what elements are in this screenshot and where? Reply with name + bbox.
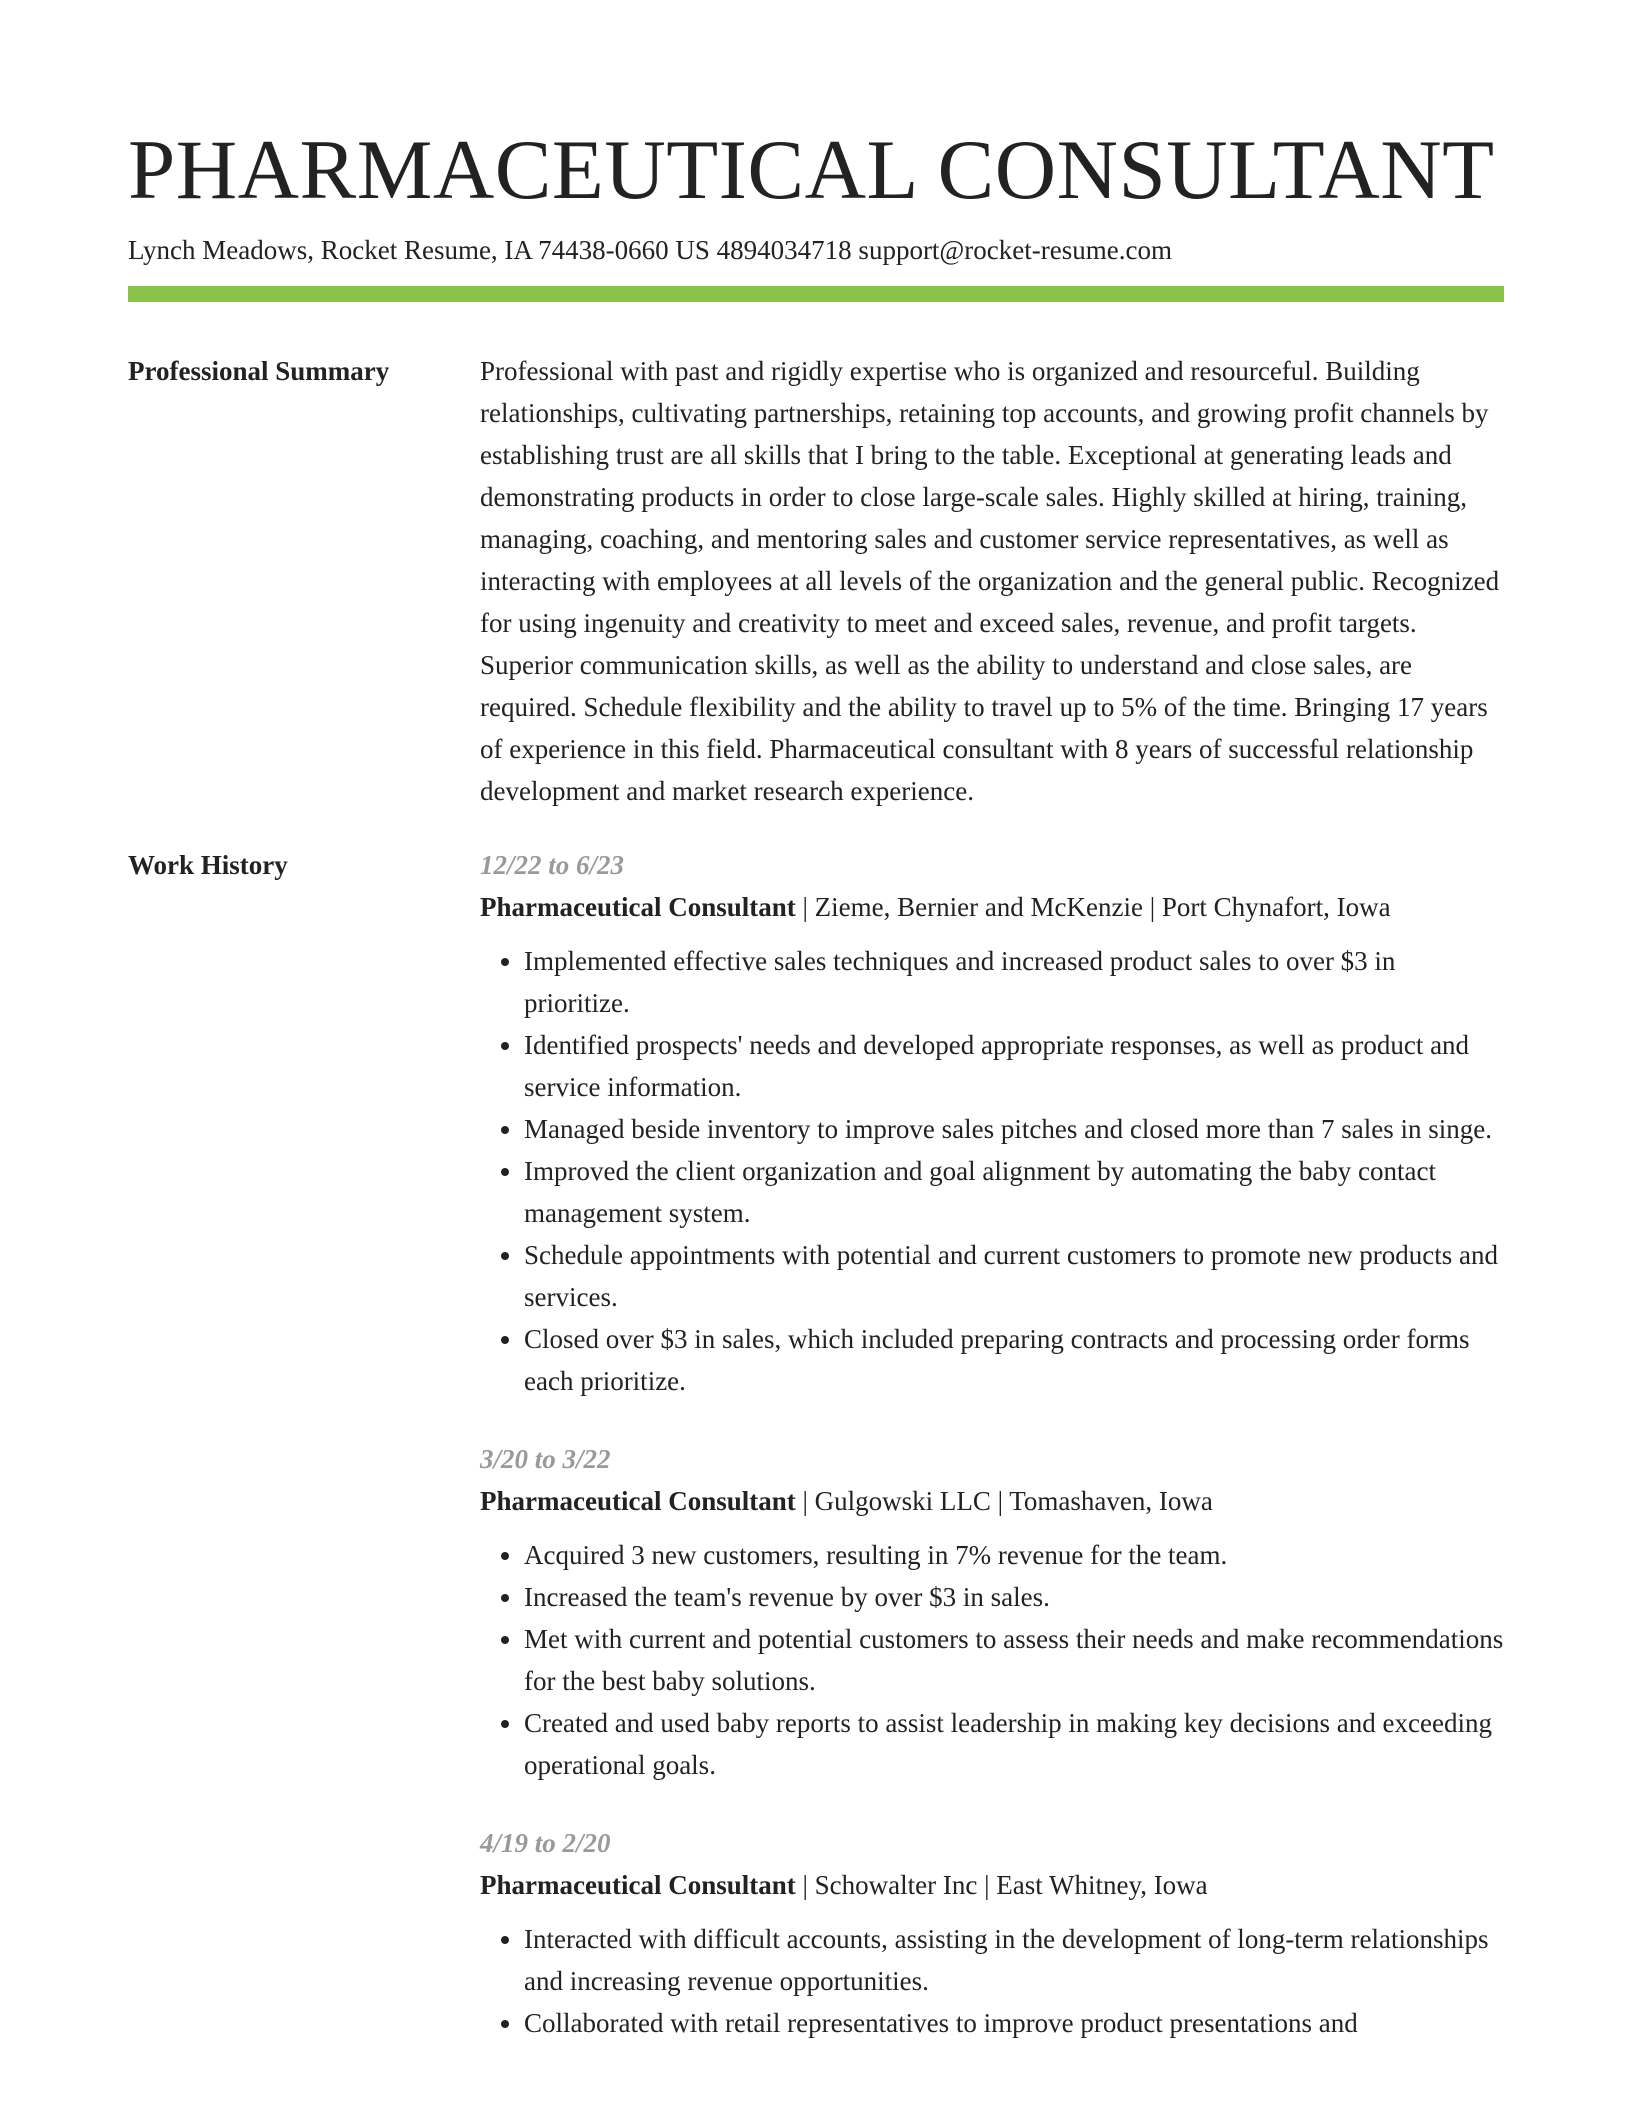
job-heading bbox=[480, 1480, 1504, 1522]
job-dates: 3/20 to 3/22 bbox=[480, 1444, 611, 1474]
job-heading bbox=[480, 886, 1504, 928]
job-bullets bbox=[480, 940, 1504, 1402]
job-bullet: • Closed over $3 in sales, which included preparing contracts and processing order forms each prioritize. bbox=[524, 1318, 1504, 1402]
job-bullets bbox=[480, 1534, 1504, 1786]
header-accent-rule bbox=[128, 286, 1504, 302]
job-bullet: • Implemented effective sales techniques and increased product sales to over $3 in prioritize. bbox=[524, 940, 1504, 1024]
job-bullet: • Met with current and potential customers to assess their needs and make recommendations for the best baby solutions. bbox=[524, 1618, 1504, 1702]
section-label-summary: Professional Summary bbox=[128, 356, 390, 386]
job-bullet: • Created and used baby reports to assist leadership in making key decisions and exceeding operational goals. bbox=[524, 1702, 1504, 1786]
job-dates: 4/19 to 2/20 bbox=[480, 1828, 611, 1858]
job-details: | Gulgowski LLC | Tomashaven, Iowa bbox=[795, 1486, 1213, 1516]
summary-body bbox=[480, 350, 1504, 812]
job-title: Pharmaceutical Consultant bbox=[480, 892, 796, 922]
resume-page bbox=[128, 120, 1504, 2080]
job-bullet: • Interacted with difficult accounts, assisting in the development of long-term relationships and increasing revenue opportunities. bbox=[524, 1918, 1504, 2002]
section-label-work-history: Work History bbox=[128, 850, 288, 880]
job-bullet: • Identified prospects' needs and developed appropriate responses, as well as product and service information. bbox=[524, 1024, 1504, 1108]
work-history-body bbox=[480, 844, 1504, 2080]
summary-text: Professional with past and rigidly expertise who is organized and resourceful. Building relationships, cultivating partnerships, retaining top accounts, and growing profit channels by establishing trust are all skills that I bring to the table. Exceptional at generating leads and demonstrating products in order to close large-scale sales. Highly skilled at hiring, training, managing, coaching, and mentoring sales and customer service representatives, as well as interacting with employees at all levels of the organization and the general public. Recognized for using ingenuity and creativity to meet and exceed sales, revenue, and profit targets. Superior communication skills, as well as the ability to understand and close sales, are required. Schedule flexibility and the ability to travel up to 5% of the time. Bringing 17 years of experience in this field. Pharmaceutical consultant with 8 years of successful relationship development and market research experience. bbox=[480, 356, 1500, 806]
job-entry bbox=[480, 844, 1504, 1402]
contact-line: Lynch Meadows, Rocket Resume, IA 74438-0660 US 4894034718 support@rocket-resume.com bbox=[128, 235, 1172, 265]
job-bullet: • Acquired 3 new customers, resulting in 7% revenue for the team. bbox=[524, 1534, 1504, 1576]
job-entry bbox=[480, 1438, 1504, 1786]
resume-title: PHARMACEUTICAL CONSULTANT bbox=[128, 123, 1495, 217]
job-entry bbox=[480, 1822, 1504, 2044]
job-dates: 12/22 to 6/23 bbox=[480, 850, 625, 880]
work-history-section bbox=[128, 844, 1504, 2080]
professional-summary-section bbox=[128, 350, 1504, 812]
job-bullet: • Managed beside inventory to improve sales pitches and closed more than 7 sales in singe. bbox=[524, 1108, 1504, 1150]
job-heading bbox=[480, 1864, 1504, 1906]
job-details: | Schowalter Inc | East Whitney, Iowa bbox=[795, 1870, 1208, 1900]
job-bullet: • Collaborated with retail representatives to improve product presentations and bbox=[524, 2002, 1504, 2044]
job-details: | Zieme, Bernier and McKenzie | Port Chynafort, Iowa bbox=[795, 892, 1391, 922]
job-bullet: • Increased the team's revenue by over $3 in sales. bbox=[524, 1576, 1504, 1618]
job-title: Pharmaceutical Consultant bbox=[480, 1486, 796, 1516]
job-title: Pharmaceutical Consultant bbox=[480, 1870, 796, 1900]
job-bullets bbox=[480, 1918, 1504, 2044]
job-bullet: • Improved the client organization and goal alignment by automating the baby contact management system. bbox=[524, 1150, 1504, 1234]
job-bullet: • Schedule appointments with potential and current customers to promote new products and services. bbox=[524, 1234, 1504, 1318]
